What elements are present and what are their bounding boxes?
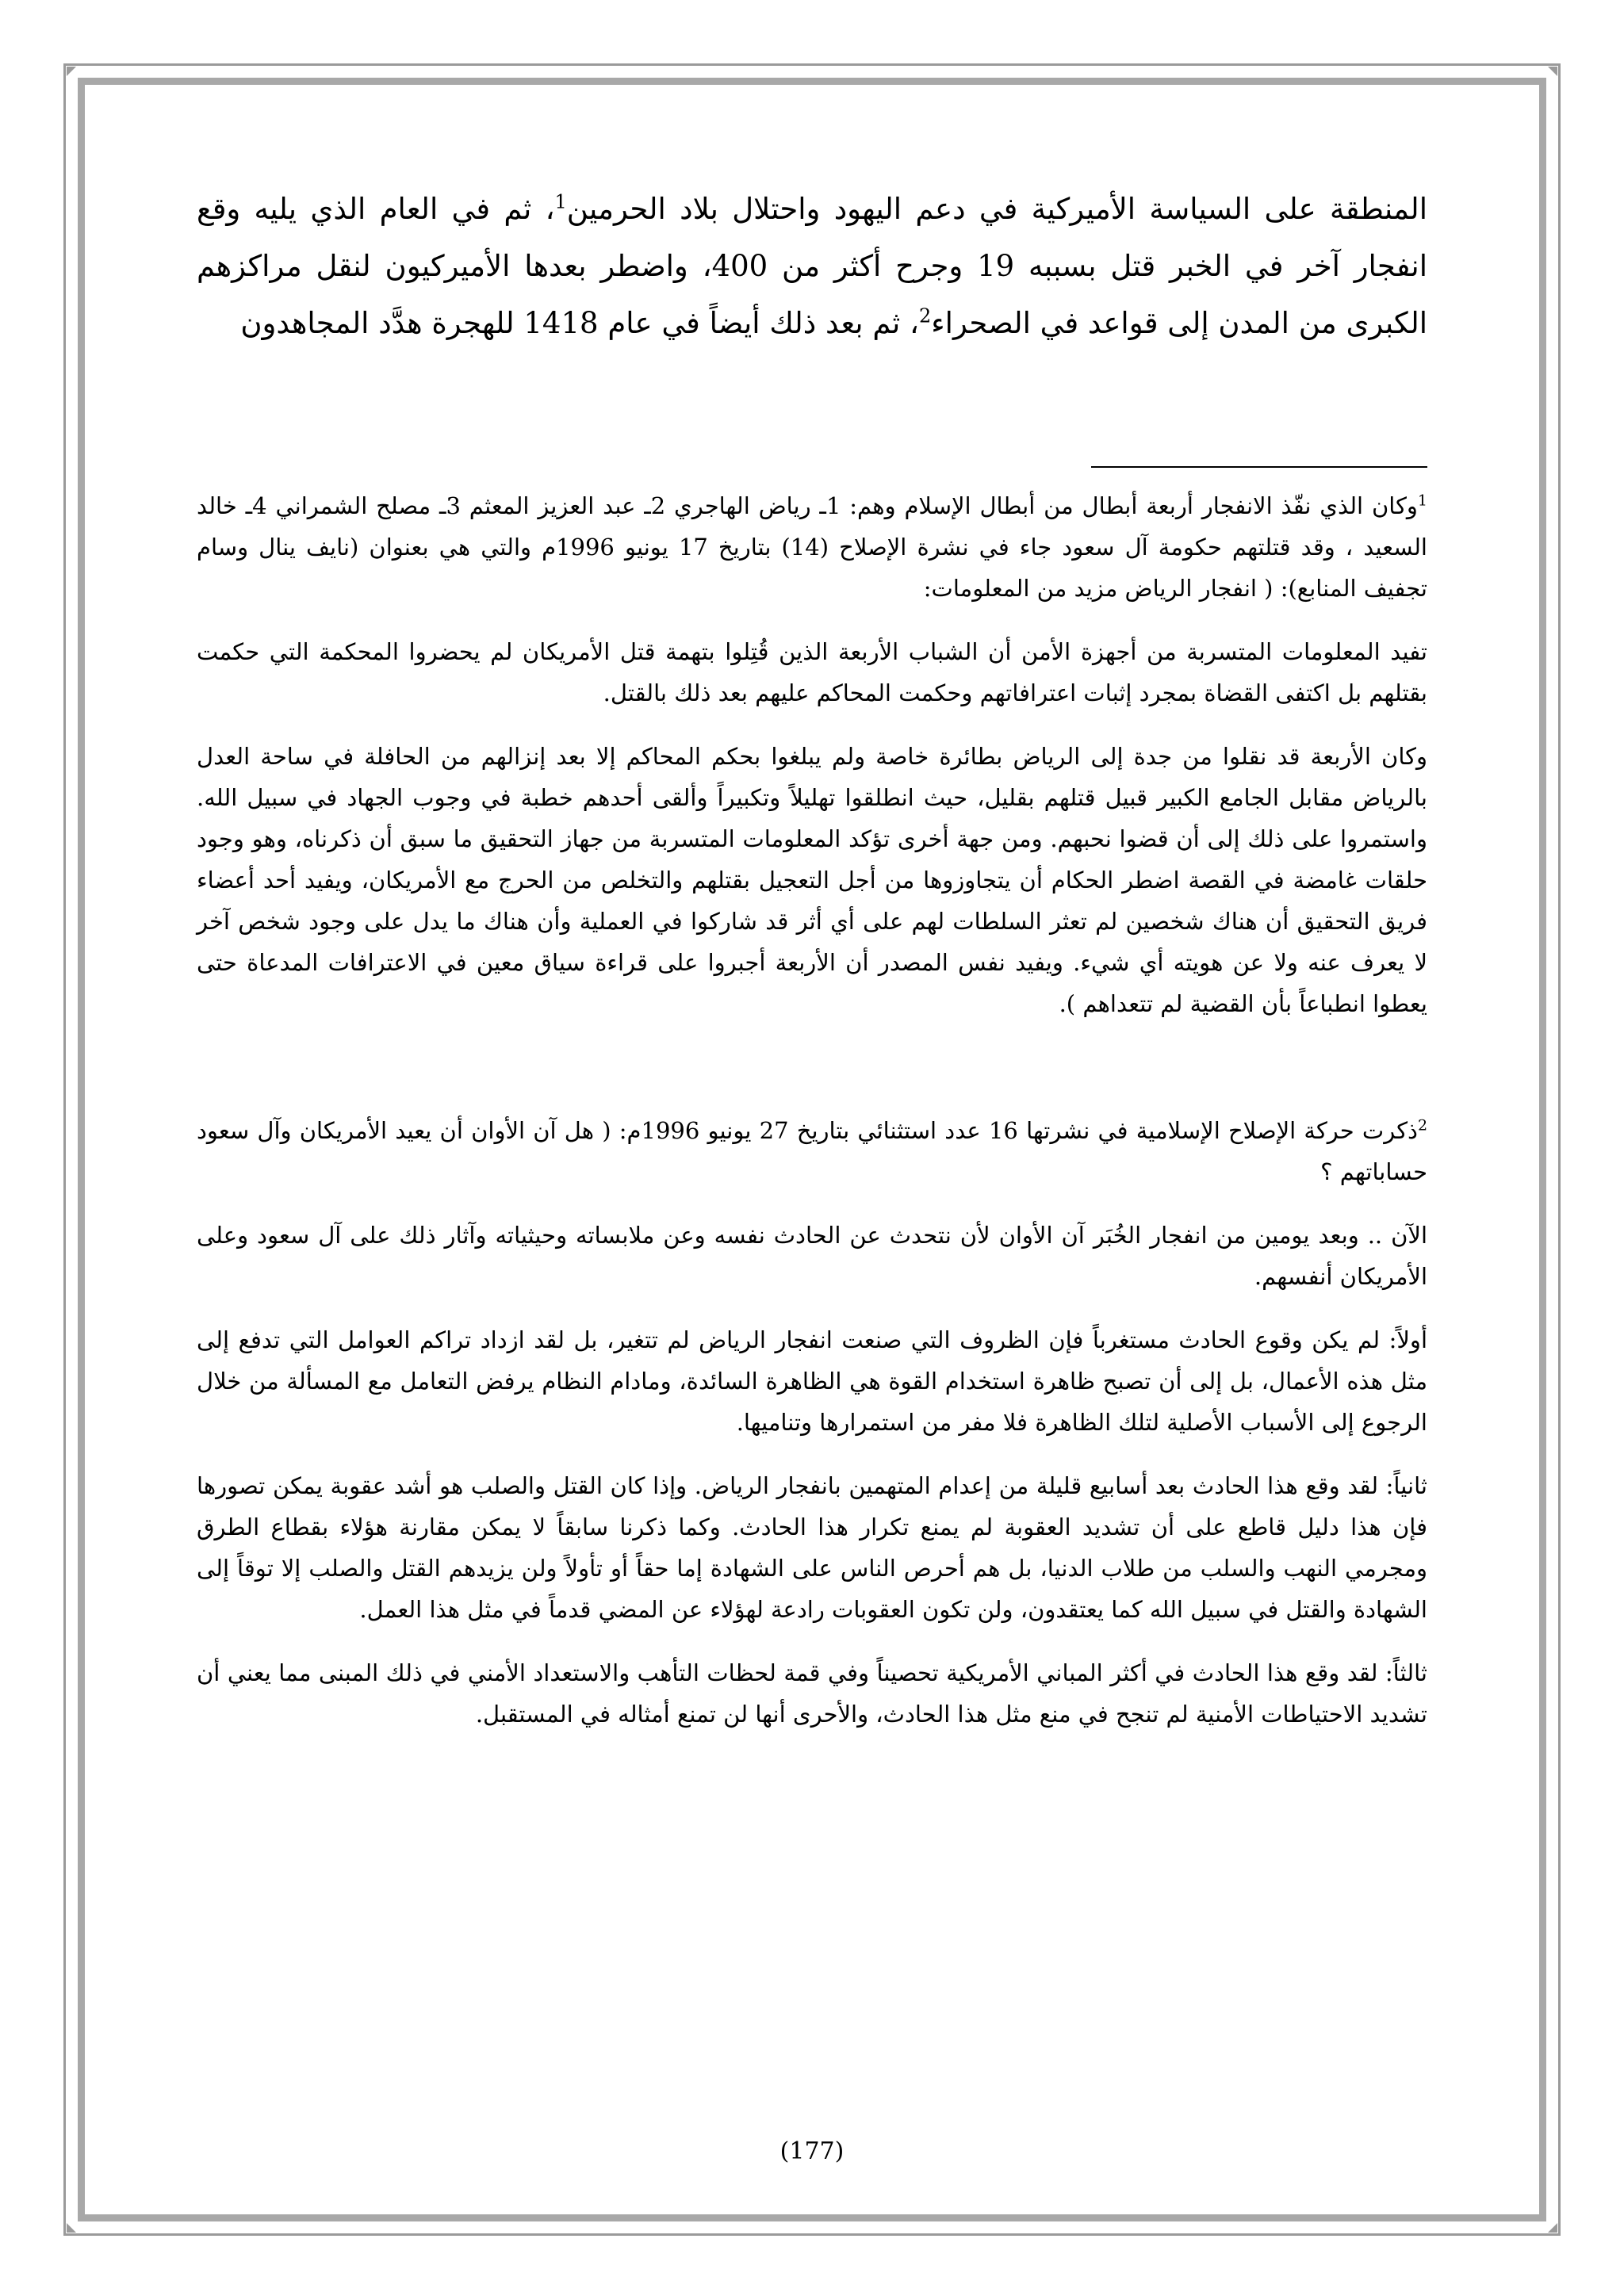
footnote-2-paragraph-4: ثانياً: لقد وقع هذا الحادث بعد أسابيع قليلة من إعدام المتهمين بانفجار الرياض. وإذا كان القتل والصلب هو أشد عقوبة يمكن تصورها فإن هذا دليل قاطع على أن تشديد العقوبة لم يمنع تكرار هذا الحادث. وكما ذكرنا سابقاً لا يمكن مقارنة هؤلاء بقطاع الطرق ومجرمي النهب والسلب من طلاب الدنيا، بل هم أحرص الناس على الشهادة إما حقاً أو تأولاً ولن يزيدهم القتل والصلب إلا توقاً إلى الشهادة والقتل في سبيل الله كما يعتقدون، ولن تكون العقوبات رادعة لهؤلاء عن المضي قدماً في مثل هذا العمل. [197, 1472, 1427, 1623]
footnote-1-marker: 1 [1417, 492, 1427, 510]
footnote-1-paragraph-3: وكان الأربعة قد نقلوا من جدة إلى الرياض بطائرة خاصة ولم يبلغوا بحكم المحاكم إلا بعد إنزالهم من الحافلة في ساحة العدل بالرياض مقابل الجامع الكبير قبيل قتلهم بقليل، حيث انطلقوا تهليلاً وتكبيراً وألقى أحدهم خطبة في وجوب الجهاد في سبيل الله. واستمروا على ذلك إلى أن قضوا نحبهم. ومن جهة أخرى تؤكد المعلومات المتسربة من جهاز التحقيق ما سبق أن ذكرناه، وهو وجود حلقات غامضة في القصة اضطر الحكام أن يتجاوزوها من أجل التعجيل بقتلهم والتخلص من الحرج مع الأمريكان، ويفيد أحد أعضاء فريق التحقيق أن هناك شخصين لم تعثر السلطات لهم على أي أثر قد شاركوا في العملية وأن هناك ما يدل على وجود شخص آخر لا يعرف عنه ولا عن هويته أي شيء. ويفيد نفس المصدر أن الأربعة أجبروا على قراءة سياق معين في الاعترافات المدعاة حتى يعطوا انطباعاً بأن القضية لم تتعداهم ). [197, 743, 1427, 1017]
footnote-2-paragraph-1 [197, 1110, 1427, 1192]
main-text-segment-2: ، ثم في العام الذي يليه وقع انفجار آخر في الخبر قتل بسببه 19 وجرح أكثر من 400، واضطر بعدها الأميركيون لنقل مراكزهم الكبرى من المدن إلى قواعد في الصحراء [197, 192, 1428, 340]
footnote-2-paragraph-2: الآن .. وبعد يومين من انفجار الخُبَر آن الأوان لأن نتحدث عن الحادث نفسه وعن ملابساته وحيثياته وآثار ذلك على آل سعود وعلى الأمريكان أنفسهم. [197, 1222, 1427, 1290]
footnotes-section [197, 485, 1427, 1757]
footnote-1-paragraph-2: تفيد المعلومات المتسربة من أجهزة الأمن أن الشباب الأربعة الذين قُتِلوا بتهمة قتل الأمريكان لم يحضروا المحكمة التي حكمت بقتلهم بل اكتفى القضاة بمجرد إثبات اعترافاتهم وحكمت المحاكم عليهم بعد ذلك بالقتل. [197, 638, 1427, 706]
footnote-1-paragraph-1 [197, 485, 1427, 609]
footnote-2-paragraph-5: ثالثاً: لقد وقع هذا الحادث في أكثر المباني الأمريكية تحصيناً وفي قمة لحظات التأهب والاستعداد الأمني في ذلك المبنى مما يعني أن تشديد الاحتياطات الأمنية لم تنجح في منع مثل هذا الحادث، والأحرى أنها لن تمنع أمثاله في المستقبل. [197, 1659, 1427, 1728]
footnote-2-marker: 2 [1417, 1116, 1428, 1135]
page-number: (177) [779, 2137, 845, 2165]
footnote-ref-2: 2 [918, 304, 932, 327]
main-body-text [197, 181, 1427, 352]
frame-corner-top-left [67, 67, 76, 76]
frame-corner-bottom-right [1548, 2223, 1557, 2233]
frame-corner-top-right [1548, 67, 1557, 76]
footnote-2-text: ذكرت حركة الإصلاح الإسلامية في نشرتها 16 عدد استثنائي بتاريخ 27 يونيو 1996م: ( هل آن الأوان أن يعيد الأمريكان وآل سعود حساباتهم ؟ [197, 1117, 1427, 1185]
main-text-segment-1: المنطقة على السياسة الأميركية في دعم اليهود واحتلال بلاد الحرمين [566, 192, 1427, 226]
footnote-separator [1091, 466, 1427, 468]
main-text-segment-3: ، ثم بعد ذلك أيضاً في عام 1418 للهجرة هدَّد المجاهدون [240, 306, 919, 340]
frame-corner-bottom-left [67, 2223, 76, 2233]
footnote-ref-1: 1 [554, 190, 567, 213]
footnote-1-text: وكان الذي نفّذ الانفجار أربعة أبطال من أبطال الإسلام وهم: 1ـ رياض الهاجري 2ـ عبد العزيز المعثم 3ـ مصلح الشمراني 4ـ خالد السعيد ، وقد قتلتهم حكومة آل سعود جاء في نشرة الإصلاح (14) بتاريخ 17 يونيو 1996م والتي هي بعنوان (نايف ينال وسام تجفيف المنابع): ( انفجار الرياض مزيد من المعلومات: [197, 492, 1427, 602]
footnote-2-paragraph-3: أولاً: لم يكن وقوع الحادث مستغرباً فإن الظروف التي صنعت انفجار الرياض لم تتغير، بل لقد ازداد تراكم العوامل التي تدفع إلى مثل هذه الأعمال، بل إلى أن تصبح ظاهرة استخدام القوة هي الظاهرة السائدة، ومادام النظام يرفض التعامل مع المسألة من خلال الرجوع إلى الأسباب الأصلية لتلك الظاهرة فلا مفر من استمرارها وتناميها. [197, 1326, 1427, 1436]
